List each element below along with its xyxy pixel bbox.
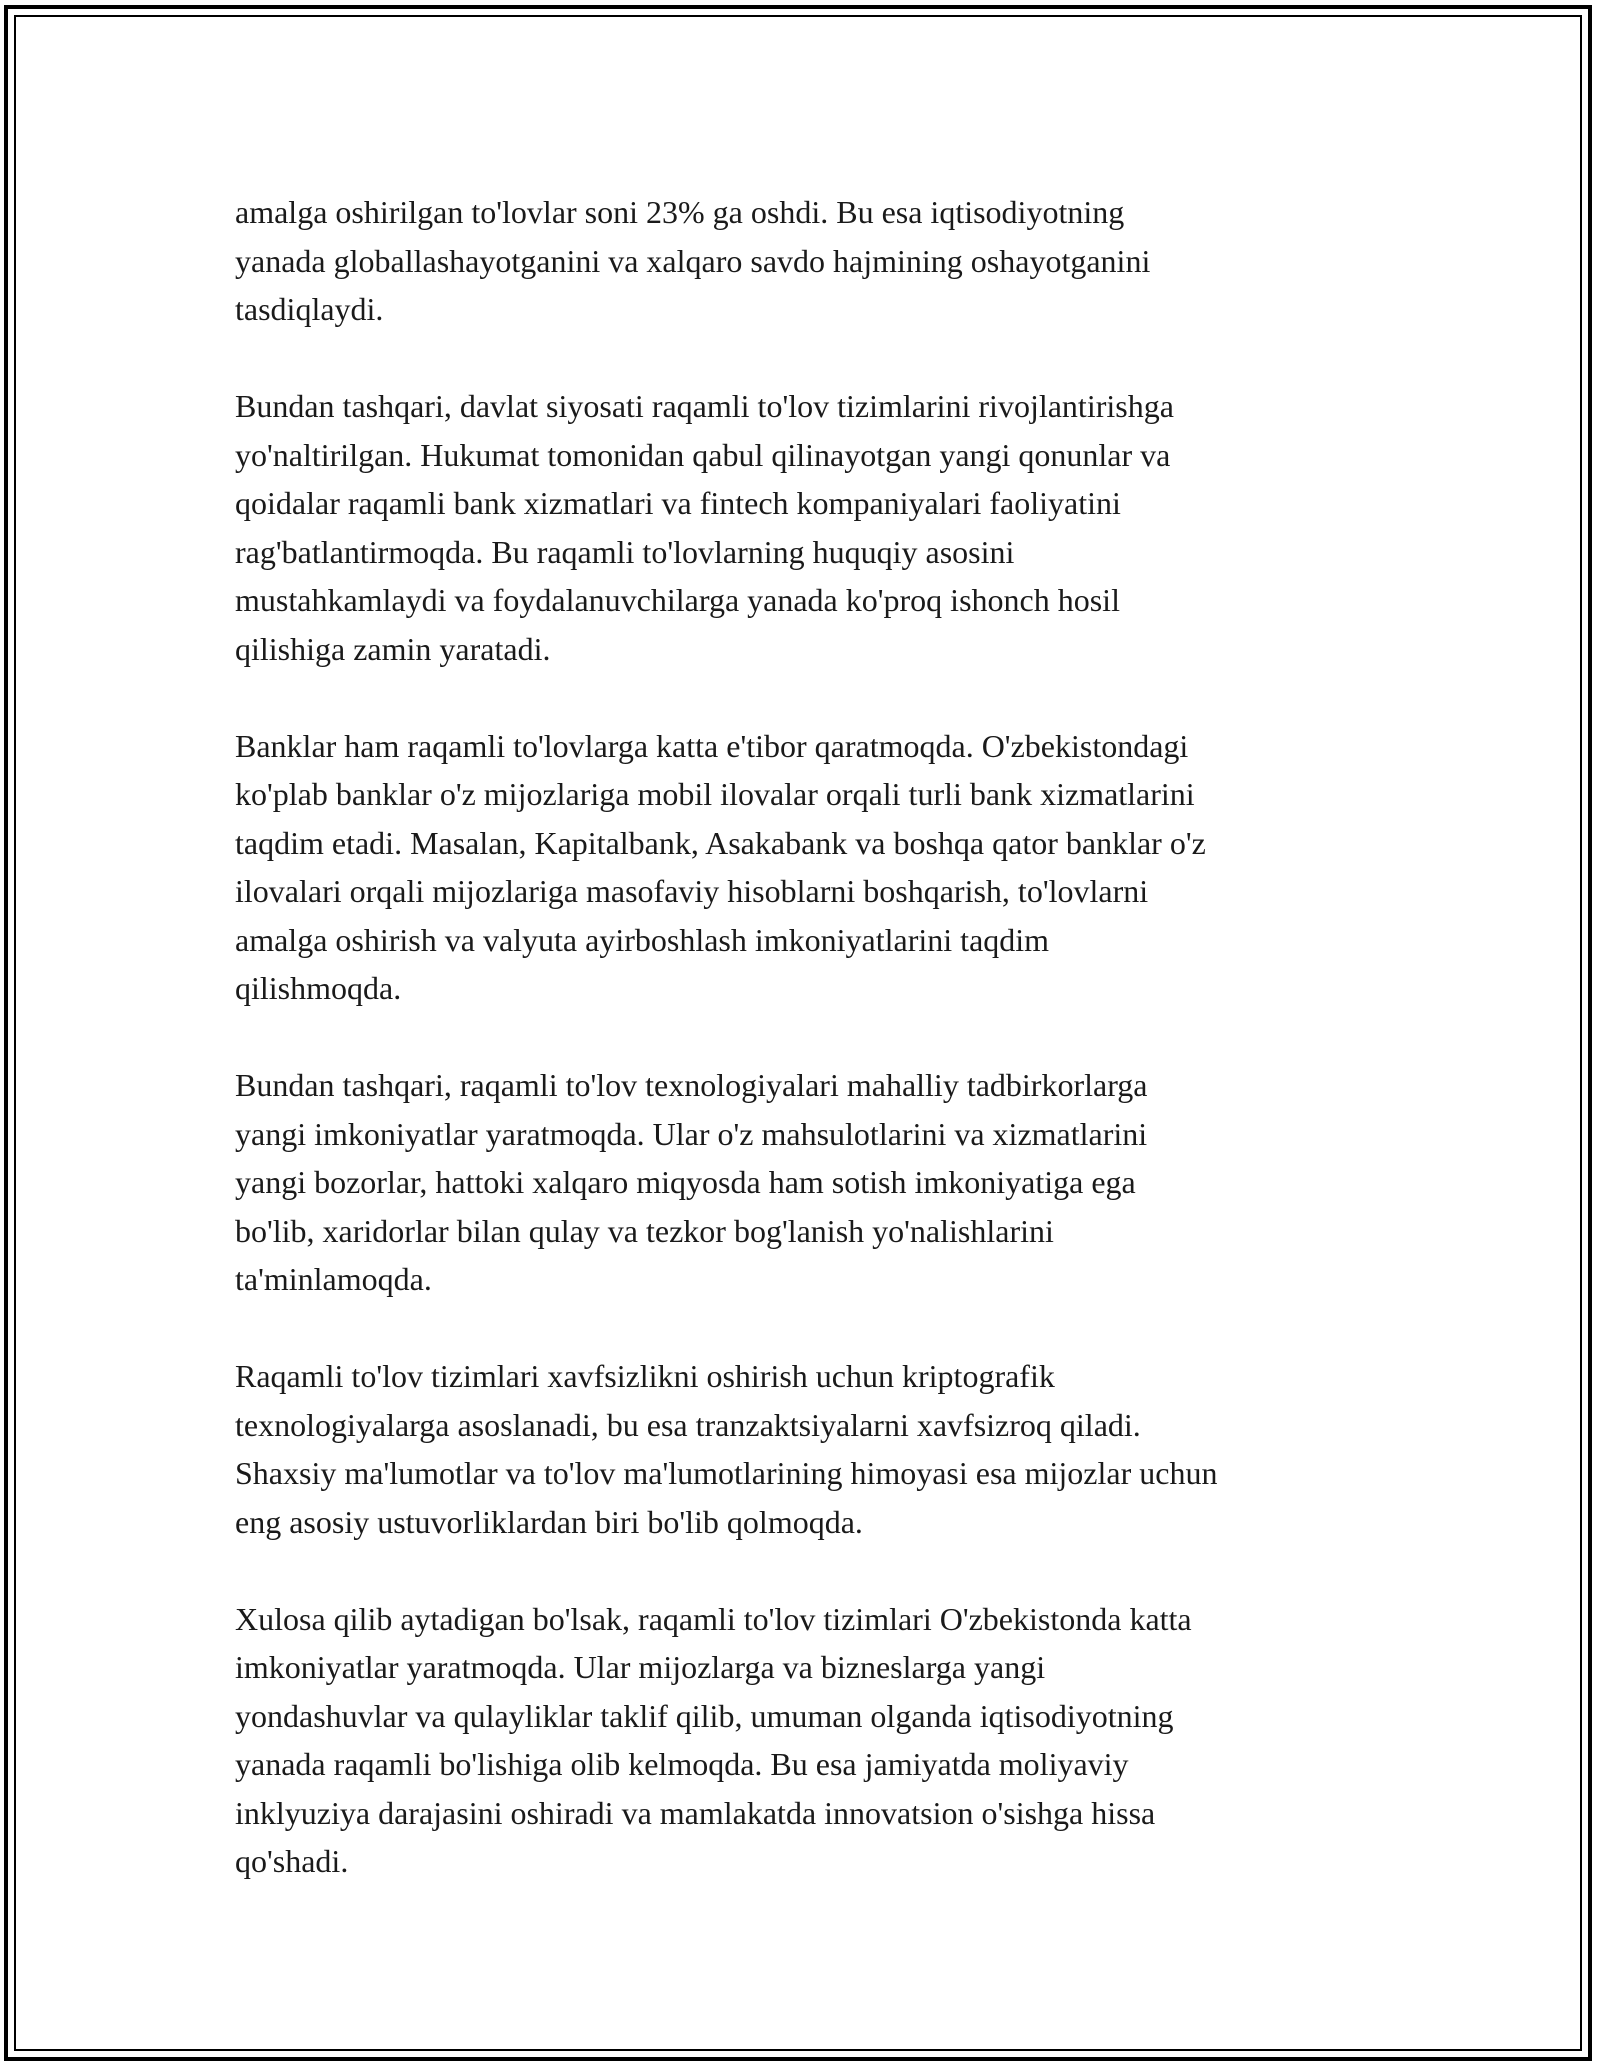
text-line: Shaxsiy ma'lumotlar va to'lov ma'lumotlarining himoyasi esa mijozlar uchun [235,1455,1218,1491]
text-line: Bundan tashqari, davlat siyosati raqamli to'lov tizimlarini rivojlantirishga [235,388,1174,424]
paragraph [235,722,1375,1013]
text-line: Xulosa qilib aytadigan bo'lsak, raqamli to'lov tizimlari O'zbekistonda katta [235,1600,1192,1637]
text-line: Raqamli to'lov tizimlari xavfsizlikni oshirish uchun kriptografik [235,1358,1055,1394]
text-line: imkoniyatlar yaratmoqda. Ular mijozlarga va bizneslarga yangi [235,1649,1046,1685]
text-line: qoidalar raqamli bank xizmatlari va fintech kompaniyalari faoliyatini [235,485,1121,521]
document-body [235,188,1375,1886]
text-line: yangi imkoniyatlar yaratmoqda. Ular o'z mahsulotlarini va xizmatlarini [235,1115,1148,1152]
text-line: tasdiqlaydi. [235,291,384,327]
paragraph [235,188,1375,334]
text-line: bo'lib, xaridorlar bilan qulay va tezkor bog'lanish yo'nalishlarini [235,1212,1054,1249]
text-line: Bundan tashqari, raqamli to'lov texnologiyalari mahalliy tadbirkorlarga [235,1067,1148,1103]
text-line: qilishmoqda. [235,970,402,1006]
text-line: ko'plab banklar o'z mijozlariga mobil ilovalar orqali turli bank xizmatlarini [235,776,1195,812]
text-line: yanada raqamli bo'lishiga olib kelmoqda. Bu esa jamiyatda moliyaviy [235,1746,1129,1782]
text-line: taqdim etadi. Masalan, Kapitalbank, Asakabank va boshqa qator banklar o'z [235,824,1206,861]
text-line: amalga oshirish va valyuta ayirboshlash imkoniyatlarini taqdim [235,921,1050,958]
paragraph [235,1061,1375,1304]
text-line: yo'naltirilgan. Hukumat tomonidan qabul qilinayotgan yangi qonunlar va [235,436,1171,473]
text-line: rag'batlantirmoqda. Bu raqamli to'lovlarning huquqiy asosini [235,533,1015,570]
text-line: mustahkamlaydi va foydalanuvchilarga yanada ko'proq ishonch hosil [235,582,1120,618]
text-line: Banklar ham raqamli to'lovlarga katta e'tibor qaratmoqda. O'zbekistondagi [235,727,1189,764]
text-line: inklyuziya darajasini oshiradi va mamlakatda innovatsion o'sishga hissa [235,1794,1156,1831]
text-line: qo'shadi. [235,1843,349,1879]
paragraph [235,1352,1375,1546]
text-line: eng asosiy ustuvorliklardan biri bo'lib qolmoqda. [235,1503,863,1540]
text-line: ilovalari orqali mijozlariga masofaviy hisoblarni boshqarish, to'lovlarni [235,873,1149,909]
text-line: yondashuvlar va qulayliklar taklif qilib, umuman olganda iqtisodiyotning [235,1697,1174,1734]
text-line: ta'minlamoqda. [235,1261,432,1297]
paragraph [235,1595,1375,1886]
text-line: texnologiyalarga asoslanadi, bu esa tranzaktsiyalarni xavfsizroq qiladi. [235,1406,1141,1443]
text-line: amalga oshirilgan to'lovlar soni 23% ga oshdi. Bu esa iqtisodiyotning [235,194,1125,230]
text-line: yangi bozorlar, hattoki xalqaro miqyosda ham sotish imkoniyatiga ega [235,1164,1136,1200]
paragraph [235,382,1375,673]
text-line: qilishiga zamin yaratadi. [235,630,551,667]
text-line: yanada globallashayotganini va xalqaro savdo hajmining oshayotganini [235,242,1151,279]
